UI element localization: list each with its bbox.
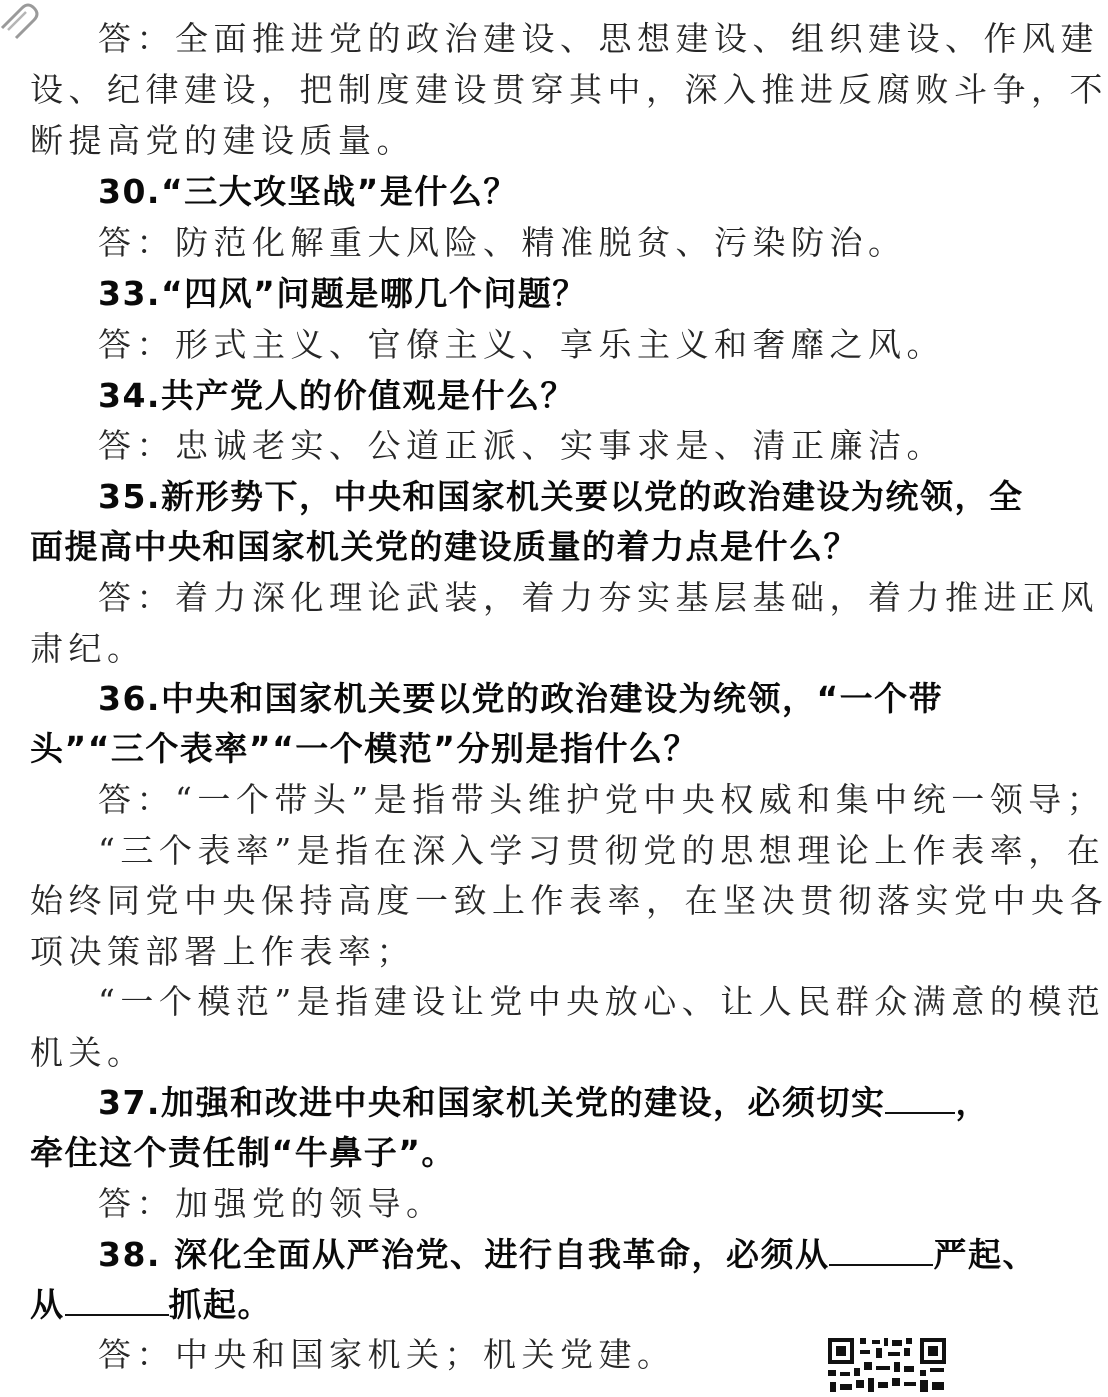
question-38-line-2-start: 从 <box>30 1285 65 1324</box>
answer-34: 答：忠诚老实、公道正派、实事求是、清正廉洁。 <box>98 426 945 465</box>
answer-36-line-1: 答：“一个带头”是指带头维护党中央权威和集中统一领导； <box>98 780 1106 819</box>
qr-code-icon <box>826 1336 948 1397</box>
answer-29-line-2: 设、纪律建设，把制度建设贯穿其中，深入推进反腐败斗争，不 <box>30 70 1108 109</box>
question-37-text-before-blank: 37.加强和改进中央和国家机关党的建设，必须切实 <box>98 1083 886 1122</box>
question-36-line-1: 36.中央和国家机关要以党的政治建设为统领，“一个带 <box>98 679 944 718</box>
question-38-text-after-blank: 严起、 <box>933 1235 1037 1274</box>
answer-29-line-3: 断提高党的建设质量。 <box>30 121 415 160</box>
fill-blank <box>65 1284 169 1316</box>
fill-blank <box>885 1082 955 1114</box>
fill-blank <box>829 1234 933 1266</box>
answer-36-line-4: 项决策部署上作表率； <box>30 932 415 971</box>
question-33: 33.“四风”问题是哪几个问题？ <box>98 274 587 313</box>
question-36-line-2: 头”“三个表率”“一个模范”分别是指什么？ <box>30 729 698 768</box>
answer-33: 答：形式主义、官僚主义、享乐主义和奢靡之风。 <box>98 325 945 364</box>
question-38-line-1 <box>98 1230 1037 1280</box>
paperclip-icon <box>0 0 46 46</box>
question-38-line-2-end: 抓起。 <box>168 1285 272 1324</box>
answer-29-line-1: 答：全面推进党的政治建设、思想建设、组织建设、作风建 <box>98 19 1099 58</box>
question-35-line-1: 35.新形势下，中央和国家机关要以党的政治建设为统领，全 <box>98 477 1024 516</box>
question-37-line-1 <box>98 1078 990 1128</box>
question-35-line-2: 面提高中央和国家机关党的建设质量的着力点是什么？ <box>30 527 858 566</box>
answer-37: 答：加强党的领导。 <box>98 1184 445 1223</box>
answer-36-line-3: 始终同党中央保持高度一致上作表率，在坚决贯彻落实党中央各 <box>30 881 1108 920</box>
answer-36-line-5: “一个模范”是指建设让党中央放心、让人民群众满意的模范 <box>98 982 1106 1021</box>
question-38-line-2 <box>30 1280 990 1330</box>
answer-30: 答：防范化解重大风险、精准脱贫、污染防治。 <box>98 223 907 262</box>
answer-38: 答：中央和国家机关；机关党建。 <box>98 1335 676 1374</box>
answer-35-line-2: 肃纪。 <box>30 629 146 668</box>
question-30: 30.“三大攻坚战”是什么？ <box>98 172 518 211</box>
question-37-text-after-blank: ， <box>955 1083 990 1122</box>
question-34: 34.共产党人的价值观是什么？ <box>98 376 575 415</box>
answer-36-line-6: 机关。 <box>30 1033 146 1072</box>
answer-35-line-1: 答：着力深化理论武装，着力夯实基层基础，着力推进正风 <box>98 578 1099 617</box>
answer-36-line-2: “三个表率”是指在深入学习贯彻党的思想理论上作表率，在 <box>98 831 1106 870</box>
question-37-line-2: 牵住这个责任制“牛鼻子”。 <box>30 1133 456 1172</box>
question-38-text-before-blank: 38. 深化全面从严治党、进行自我革命，必须从 <box>98 1235 830 1274</box>
